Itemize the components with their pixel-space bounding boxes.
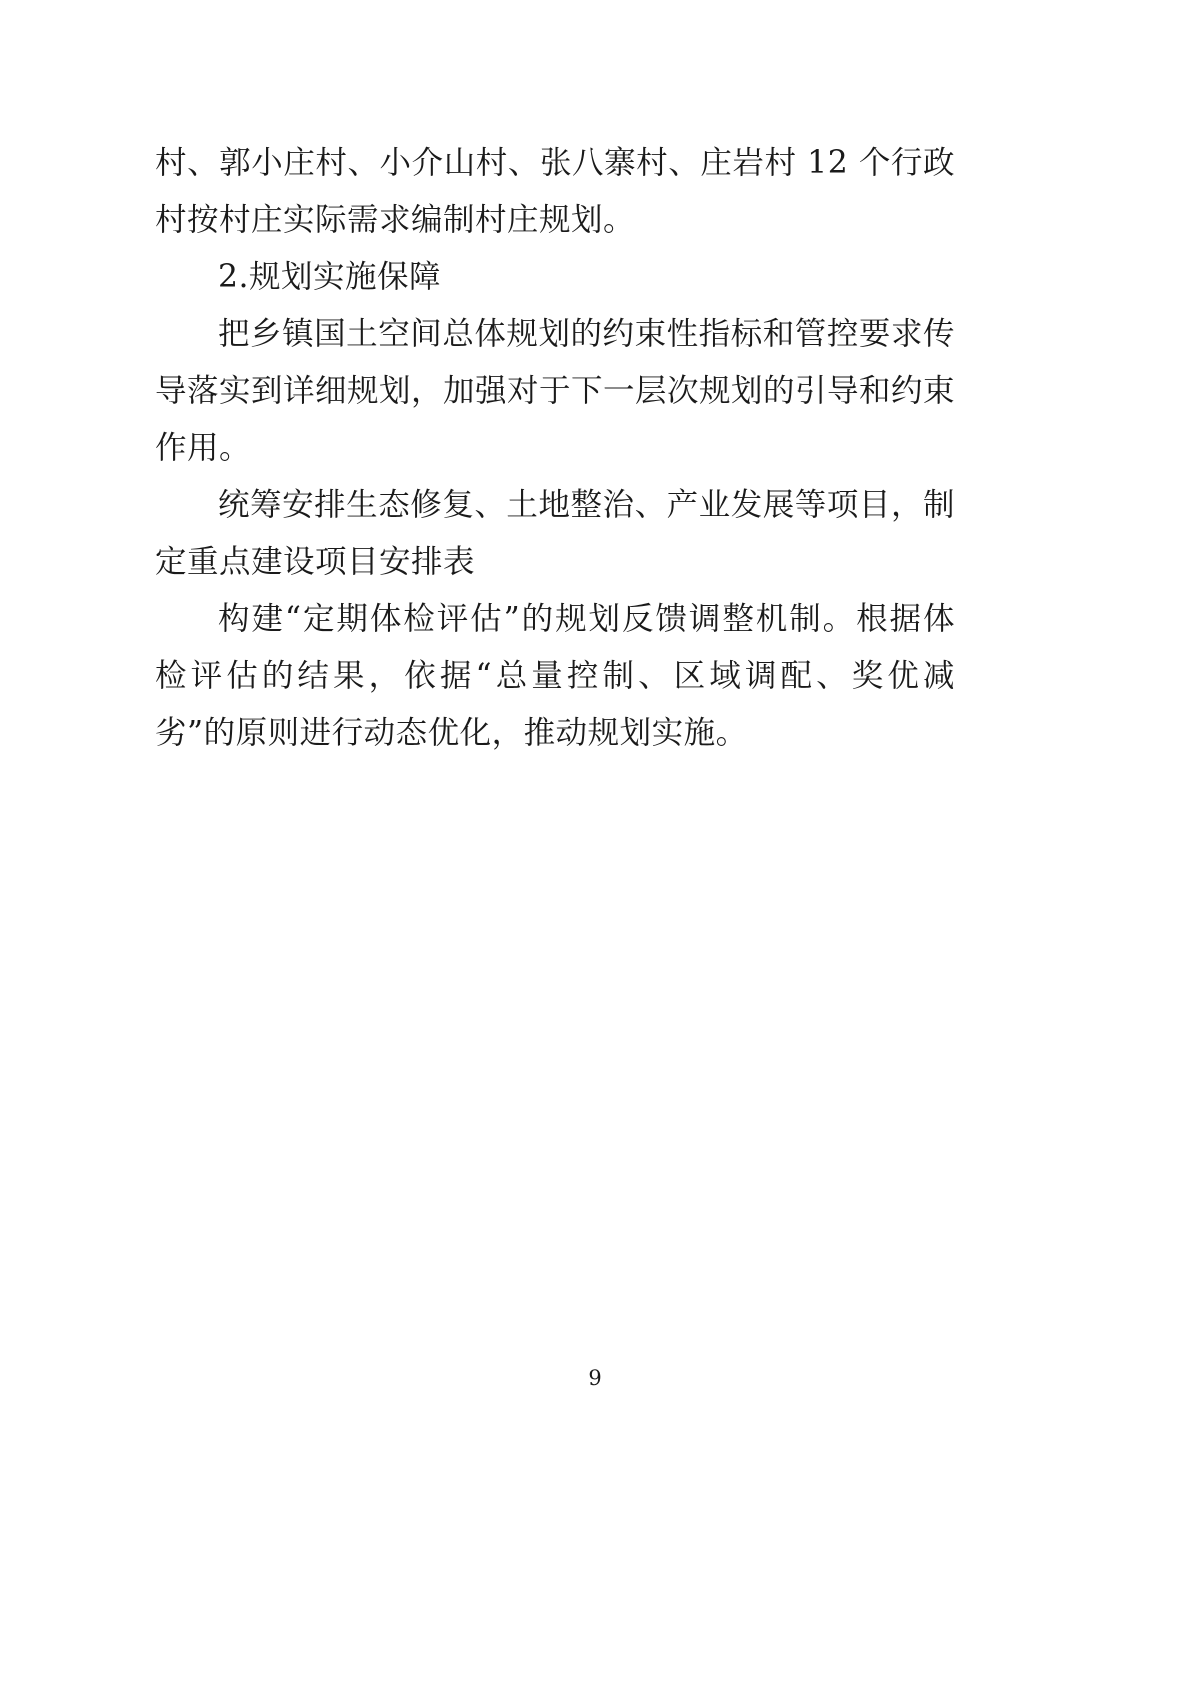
paragraph-transmit: 把乡镇国土空间总体规划的约束性指标和管控要求传导落实到详细规划，加强对于下一层次规划的引导和约束作用。: [155, 316, 956, 466]
paragraph-projects: 统筹安排生态修复、土地整治、产业发展等项目，制定重点建设项目安排表: [155, 487, 955, 580]
paragraph-heading-2: 2.规划实施保障: [218, 259, 442, 295]
paragraph-feedback: 构建“定期体检评估”的规划反馈调整机制。根据体检评估的结果，依据“总量控制、区域调配、奖优减劣”的原则进行动态优化，推动规划实施。: [155, 601, 955, 751]
document-body: [155, 135, 955, 762]
page-number: 9: [588, 1366, 602, 1390]
paragraph-villages: 村、郭小庄村、小介山村、张八寨村、庄岩村 12 个行政村按村庄实际需求编制村庄规划。: [155, 145, 955, 238]
